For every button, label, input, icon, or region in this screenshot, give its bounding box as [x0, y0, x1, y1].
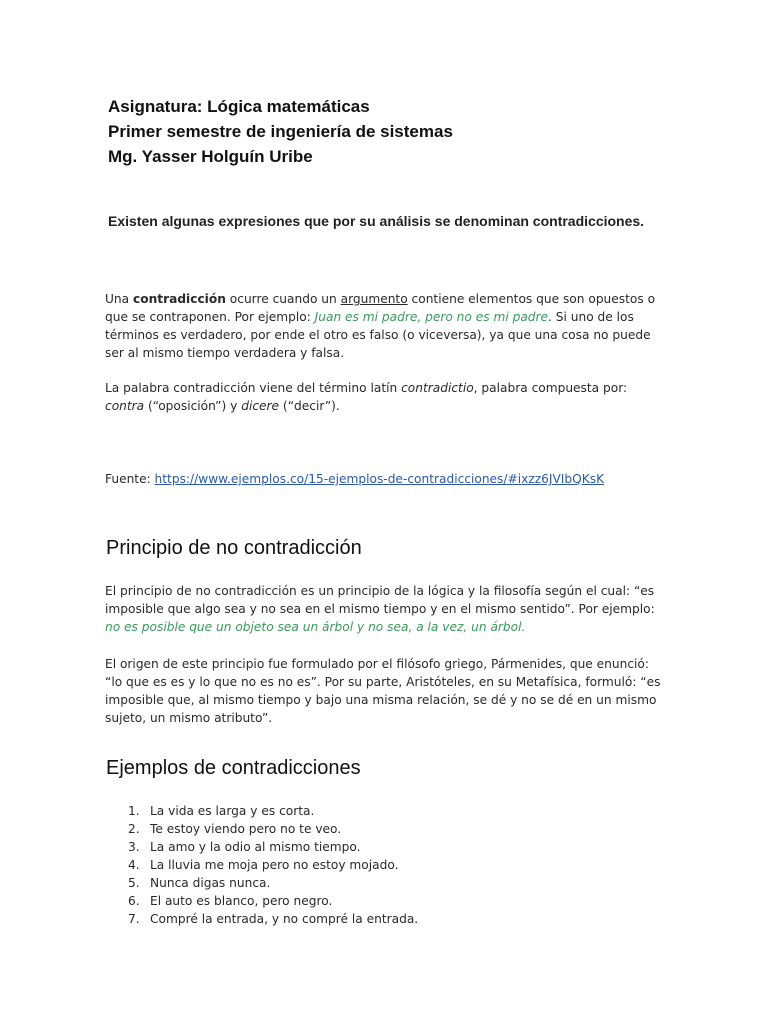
intro-period: . [640, 213, 645, 229]
list-item-text: El auto es blanco, pero negro. [150, 894, 333, 908]
etymology-term-contra: contra [105, 399, 145, 413]
etymology-text-3: (“oposición”) y [144, 399, 242, 413]
intro-paragraph [108, 210, 668, 233]
section-title-principle: Principio de no contradicción [106, 537, 362, 559]
list-item-number: 3. [128, 840, 140, 854]
course-semester: Primer semestre de ingeniería de sistemas [108, 122, 453, 141]
list-item [128, 820, 418, 838]
list-item-number: 2. [128, 822, 140, 836]
list-item-number: 1. [128, 804, 140, 818]
list-item-text: Compré la entrada, y no compré la entrada. [150, 912, 419, 926]
section-title-examples: Ejemplos de contradicciones [106, 757, 361, 779]
etymology-paragraph [105, 379, 665, 415]
course-teacher: Mg. Yasser Holguín Uribe [108, 147, 313, 166]
source-link[interactable]: https://www.ejemplos.co/15-ejemplos-de-contradicciones/#ixzz6JVIbQKsK [154, 472, 605, 486]
definition-text-4: . Si uno de los términos es verdadero, por ende el otro es falso (o viceversa), ya que una cosa no puede ser al mismo tiempo verdadera y falsa. [105, 310, 651, 360]
list-item-text: Te estoy viendo pero no te veo. [150, 822, 342, 836]
course-header [108, 94, 453, 169]
intro-text: Existen algunas expresiones que por su análisis se denominan contradicciones [108, 213, 641, 229]
source-line [105, 470, 705, 488]
etymology-term-dicere: dicere [241, 399, 280, 413]
list-item-text: La vida es larga y es corta. [150, 804, 315, 818]
course-subject: Asignatura: Lógica matemáticas [108, 97, 370, 116]
principle-paragraph-2: El origen de este principio fue formulado por el filósofo griego, Pármenides, que enunció: “lo que es es y lo que no es no es”. Por su parte, Aristóteles, en su Metafísica, formuló: “es imposible que, al mismo tiempo y bajo una misma relación, se dé y no se dé en un mismo sujeto, un mismo atributo”. [105, 657, 661, 725]
principle-text: El principio de no contradicción es un principio de la lógica y la filosofía según el cual: “es imposible que algo sea y no sea en el mismo tiempo y en el mismo sentido”. Por ejemplo: [105, 584, 655, 616]
principle-paragraph-1 [105, 582, 665, 636]
examples-list [128, 802, 418, 928]
etymology-text-4: (“decir”). [279, 399, 340, 413]
etymology-term-latin: contradictio [401, 381, 474, 395]
definition-paragraph [105, 290, 665, 362]
list-item [128, 856, 418, 874]
definition-example: Juan es mi padre, pero no es mi padre [314, 310, 549, 324]
list-item-number: 7. [128, 912, 140, 926]
list-item-text: Nunca digas nunca. [150, 876, 271, 890]
definition-text-3: contiene elementos que son opuestos o que se contraponen. Por ejemplo: [105, 292, 656, 324]
definition-text-1: Una [105, 292, 133, 306]
list-item-text: La amo y la odio al mismo tiempo. [150, 840, 361, 854]
list-item [128, 910, 418, 928]
list-item-number: 5. [128, 876, 140, 890]
source-label: Fuente: [105, 472, 155, 486]
list-item [128, 874, 418, 892]
list-item-number: 4. [128, 858, 140, 872]
definition-term: contradicción [133, 292, 226, 306]
list-item [128, 838, 418, 856]
definition-text-2: ocurre cuando un [225, 292, 341, 306]
list-item-number: 6. [128, 894, 140, 908]
list-item-text: La lluvia me moja pero no estoy mojado. [150, 858, 399, 872]
argumento-link[interactable]: argumento [340, 292, 408, 306]
etymology-text-1: La palabra contradicción viene del término latín [105, 381, 402, 395]
list-item [128, 802, 418, 820]
list-item [128, 892, 418, 910]
etymology-text-2: , palabra compuesta por: [473, 381, 628, 395]
principle-example: no es posible que un objeto sea un árbol y no sea, a la vez, un árbol. [105, 620, 526, 634]
